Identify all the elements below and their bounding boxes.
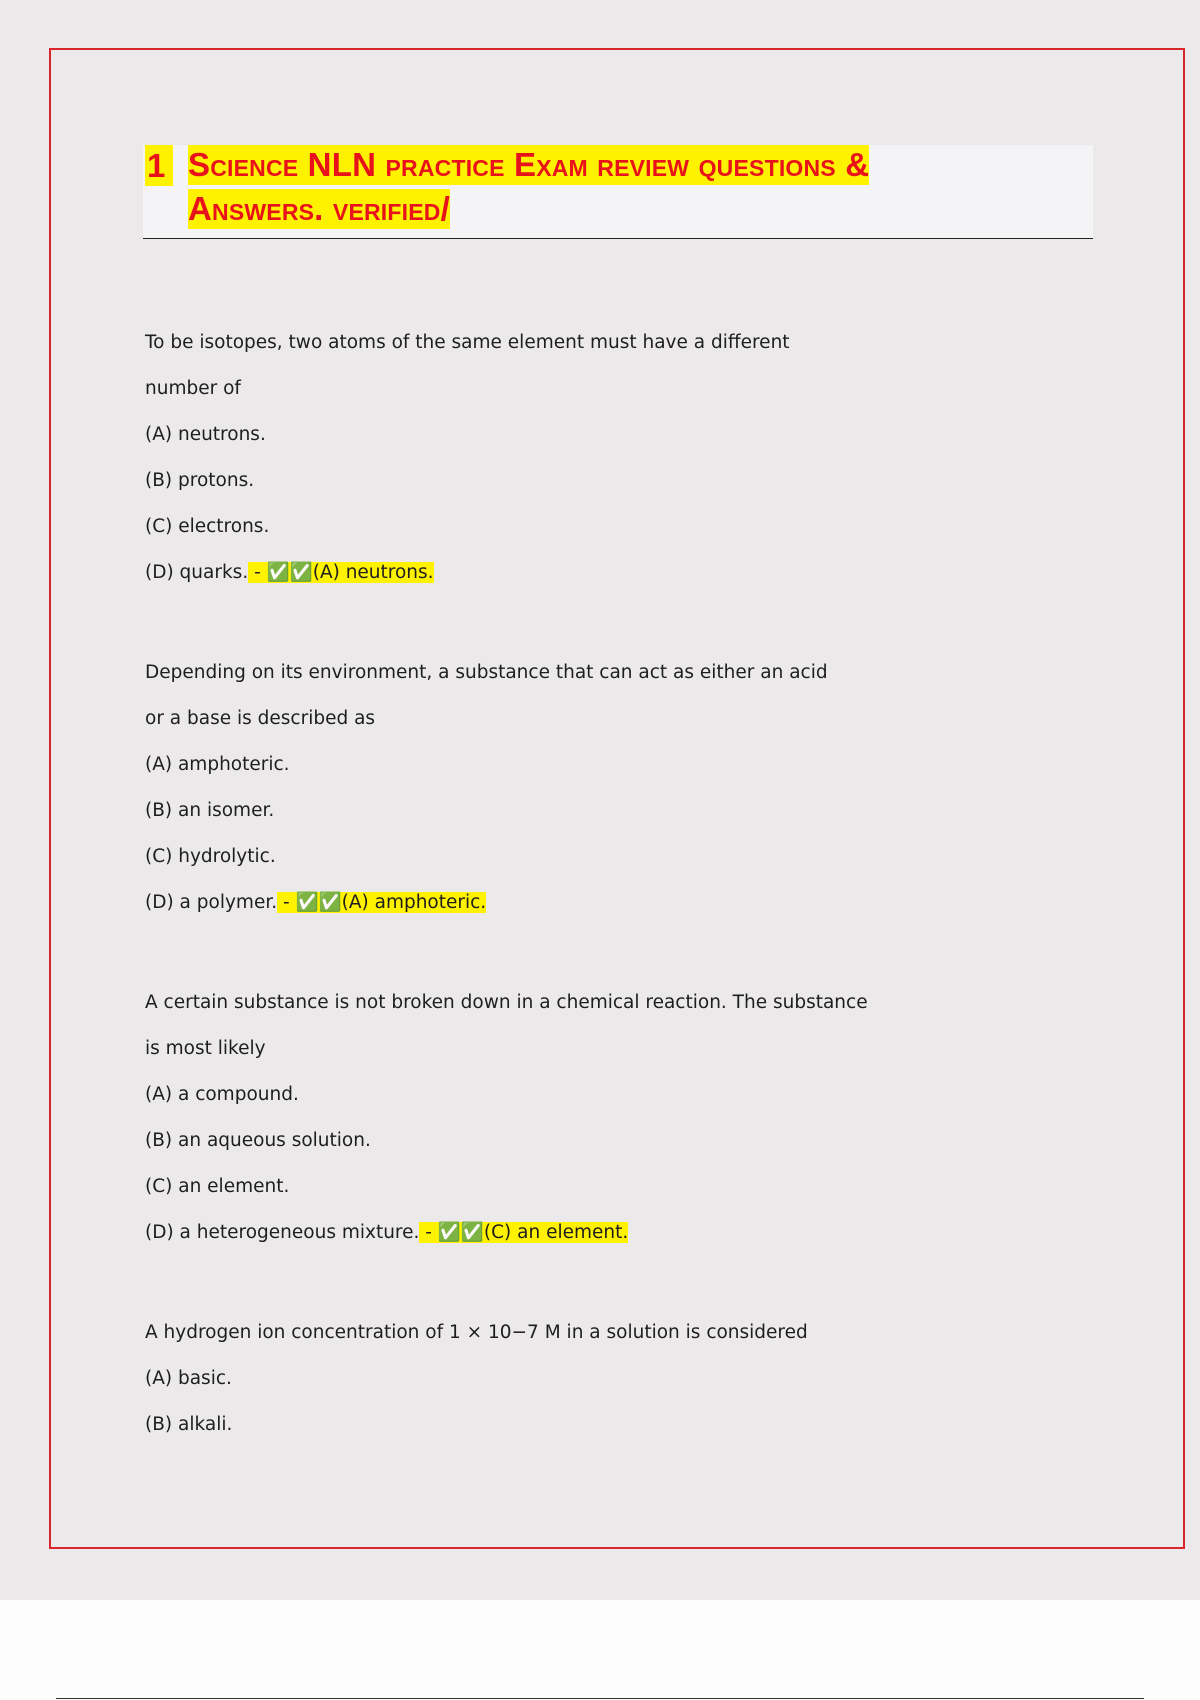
option-with-answer bbox=[145, 880, 1045, 926]
title-number: 1 bbox=[145, 145, 173, 186]
title-line-2: Answers. verified/ bbox=[188, 190, 450, 227]
option: (B) an aqueous solution. bbox=[145, 1130, 371, 1151]
option: (A) neutrons. bbox=[145, 424, 266, 445]
question-4 bbox=[145, 1310, 1045, 1448]
option: (C) electrons. bbox=[145, 516, 270, 537]
question-stem: is most likely bbox=[145, 1038, 266, 1059]
title-line-1: Science NLN practice Exam review questions & bbox=[188, 146, 870, 183]
option: (B) alkali. bbox=[145, 1414, 233, 1435]
answer-highlight: - ✅✅(A) amphoteric. bbox=[277, 892, 487, 913]
question-stem: Depending on its environment, a substance that can act as either an acid bbox=[145, 662, 828, 683]
option: (D) quarks. bbox=[145, 562, 249, 583]
option: (B) protons. bbox=[145, 470, 255, 491]
option: (A) amphoteric. bbox=[145, 754, 290, 775]
question-list bbox=[145, 320, 1045, 1502]
option-with-answer bbox=[145, 1210, 1045, 1256]
option: (B) an isomer. bbox=[145, 800, 275, 821]
next-page-rule bbox=[56, 1698, 1144, 1699]
option: (D) a heterogeneous mixture. bbox=[145, 1222, 420, 1243]
question-2 bbox=[145, 650, 1045, 926]
document-title bbox=[143, 145, 1093, 239]
question-stem: number of bbox=[145, 378, 241, 399]
option: (A) a compound. bbox=[145, 1084, 299, 1105]
question-stem: A hydrogen ion concentration of 1 × 10−7 M in a solution is considered bbox=[145, 1322, 808, 1343]
option-with-answer bbox=[145, 550, 1045, 596]
answer-highlight: - ✅✅(C) an element. bbox=[419, 1222, 629, 1243]
answer-highlight: - ✅✅(A) neutrons. bbox=[248, 562, 434, 583]
option: (D) a polymer. bbox=[145, 892, 278, 913]
question-1 bbox=[145, 320, 1045, 596]
option: (C) an element. bbox=[145, 1176, 290, 1197]
question-stem: To be isotopes, two atoms of the same element must have a different bbox=[145, 332, 790, 353]
question-stem: A certain substance is not broken down in a chemical reaction. The substance bbox=[145, 992, 868, 1013]
question-stem: or a base is described as bbox=[145, 708, 376, 729]
option: (C) hydrolytic. bbox=[145, 846, 276, 867]
option: (A) basic. bbox=[145, 1368, 232, 1389]
question-3 bbox=[145, 980, 1045, 1256]
